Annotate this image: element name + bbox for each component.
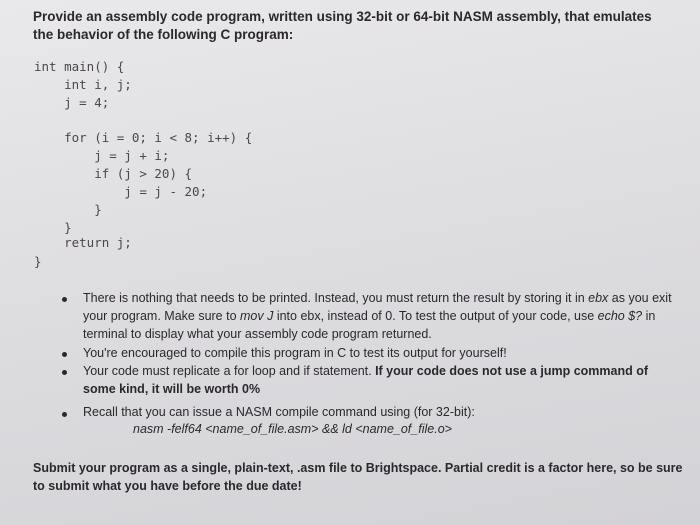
- code-line: }: [34, 202, 102, 217]
- echo-term: echo $?: [597, 309, 643, 323]
- text-run: Your code must replicate a for loop and if statement.: [83, 364, 376, 378]
- bullet-item-jump-requirement: [83, 362, 673, 398]
- code-line: if (j > 20) {: [34, 166, 193, 181]
- bullet-icon: [62, 412, 67, 417]
- code-line: for (i = 0; i < 8; i++) {: [34, 130, 253, 145]
- submission-instructions: Submit your program as a single, plain-text, .asm file to Brightspace. Partial credit is a factor here, so be sure to submit what you have before the due date!: [33, 461, 683, 493]
- code-line: j = j + i;: [34, 148, 170, 163]
- assignment-heading: Provide an assembly code program, written using 32-bit or 64-bit NASM assembly, that emulates the behavior of the following C program:: [33, 9, 652, 42]
- code-line: return j;: [34, 235, 132, 250]
- bullet-item-return-value: [83, 289, 673, 343]
- text-run: in terminal to display what your assembly code program returned.: [83, 309, 656, 341]
- code-line: int main() {: [34, 59, 125, 74]
- ebx-term: ebx: [588, 291, 609, 305]
- code-line: }: [34, 254, 42, 269]
- code-line: int i, j;: [34, 77, 132, 92]
- nasm-command: nasm -felf64 <name_of_file.asm> && ld <name_of_file.o>: [133, 422, 452, 436]
- text-run: as you exit your program. Make sure to: [83, 291, 672, 323]
- code-line: }: [34, 220, 72, 235]
- code-line: j = j - 20;: [34, 184, 208, 199]
- bullet-icon: [62, 352, 67, 357]
- bullet-icon: [62, 370, 67, 375]
- bullet-icon: [62, 297, 67, 302]
- bullet-item-compile-c: You're encouraged to compile this program in C to test its output for yourself!: [83, 346, 507, 360]
- mov-term: mov J: [240, 309, 274, 323]
- jump-warning: If your code does not use a jump command of some kind, it will be worth 0%: [83, 364, 649, 396]
- code-line: j = 4;: [34, 95, 110, 110]
- text-run: There is nothing that needs to be printed. Instead, you must return the result by storing it in: [83, 291, 589, 305]
- bullet-item-nasm-command: Recall that you can issue a NASM compile command using (for 32-bit):: [83, 405, 475, 419]
- text-run: into ebx, instead of 0. To test the output of your code, use: [273, 309, 598, 323]
